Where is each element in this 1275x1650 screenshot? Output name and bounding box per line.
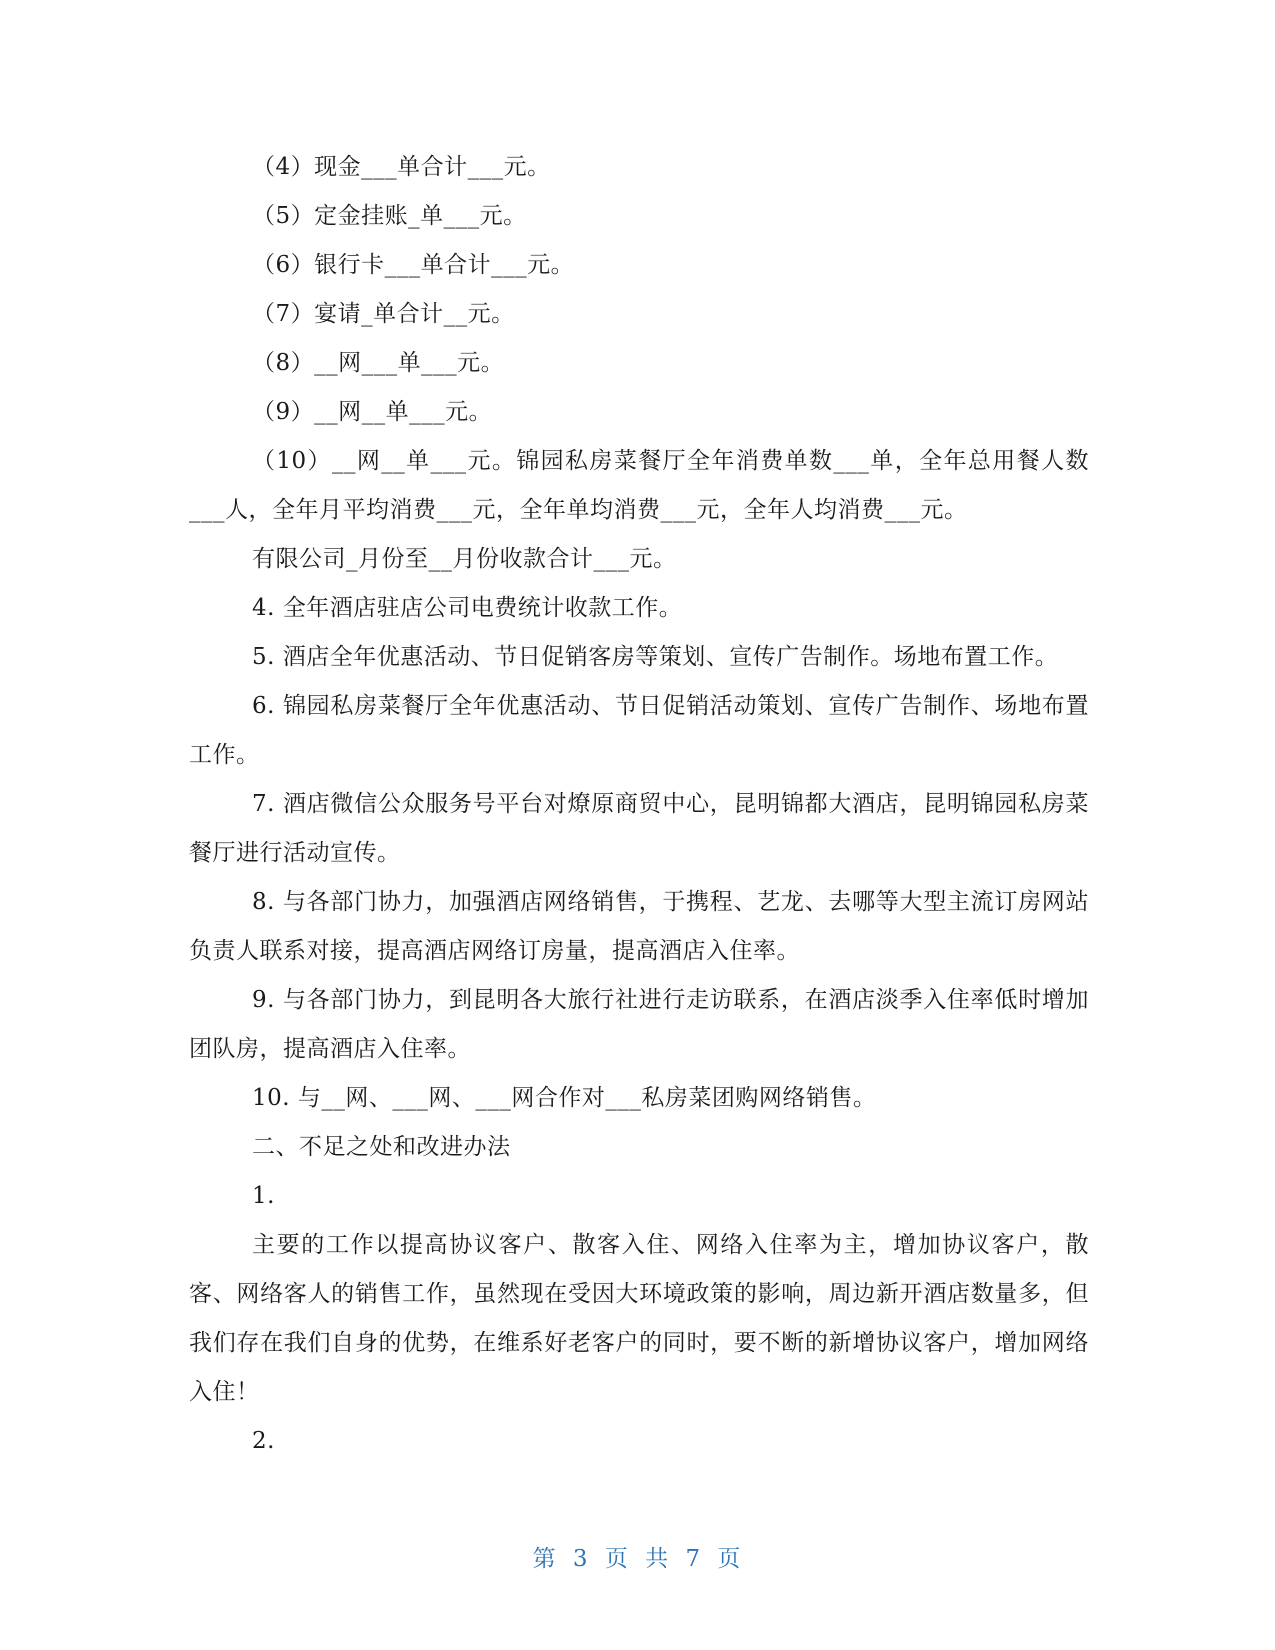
list-item: 9. 与各部门协力，到昆明各大旅行社进行走访联系，在酒店淡季入住率低时增加团队房，提高酒店入住率。 xyxy=(189,987,1089,1062)
paragraph: 有限公司_月份至__月份收款合计___元。 xyxy=(252,546,677,572)
list-item: 5. 酒店全年优惠活动、节日促销客房等策划、宣传广告制作。场地布置工作。 xyxy=(252,644,1059,670)
list-item: 8. 与各部门协力，加强酒店网络销售，于携程、艺龙、去哪等大型主流订房网站负责人联系对接，提高酒店网络订房量，提高酒店入住率。 xyxy=(189,889,1089,964)
list-item: （5）定金挂账_单___元。 xyxy=(252,203,527,229)
document-body xyxy=(189,143,1089,1466)
list-item: （6）银行卡___单合计___元。 xyxy=(252,252,575,278)
list-number: 1. xyxy=(252,1183,275,1209)
list-item: （9）__网__单___元。 xyxy=(252,399,493,425)
section-heading: 二、不足之处和改进办法 xyxy=(252,1134,511,1160)
list-item: （10）__网__单___元。锦园私房菜餐厅全年消费单数___单，全年总用餐人数___人，全年月平均消费___元，全年单均消费___元，全年人均消费___元。 xyxy=(189,448,1089,523)
paragraph: 主要的工作以提高协议客户、散客入住、网络入住率为主，增加协议客户，散客、网络客人的销售工作，虽然现在受因大环境政策的影响，周边新开酒店数量多，但我们存在我们自身的优势，在维系好老客户的同时，要不断的新增协议客户，增加网络入住！ xyxy=(189,1232,1089,1405)
list-number: 2. xyxy=(252,1428,275,1454)
list-item: （4）现金___单合计___元。 xyxy=(252,154,551,180)
list-item: （8）__网___单___元。 xyxy=(252,350,505,376)
list-item: 6. 锦园私房菜餐厅全年优惠活动、节日促销活动策划、宣传广告制作、场地布置工作。 xyxy=(189,693,1089,768)
list-item: （7）宴请_单合计__元。 xyxy=(252,301,515,327)
list-item: 7. 酒店微信公众服务号平台对燎原商贸中心，昆明锦都大酒店，昆明锦园私房菜餐厅进行活动宣传。 xyxy=(189,791,1089,866)
list-item: 10. 与__网、___网、___网合作对___私房菜团购网络销售。 xyxy=(252,1085,877,1111)
list-item: 4. 全年酒店驻店公司电费统计收款工作。 xyxy=(252,595,683,621)
page-number-footer: 第 3 页 共 7 页 xyxy=(532,1546,743,1572)
